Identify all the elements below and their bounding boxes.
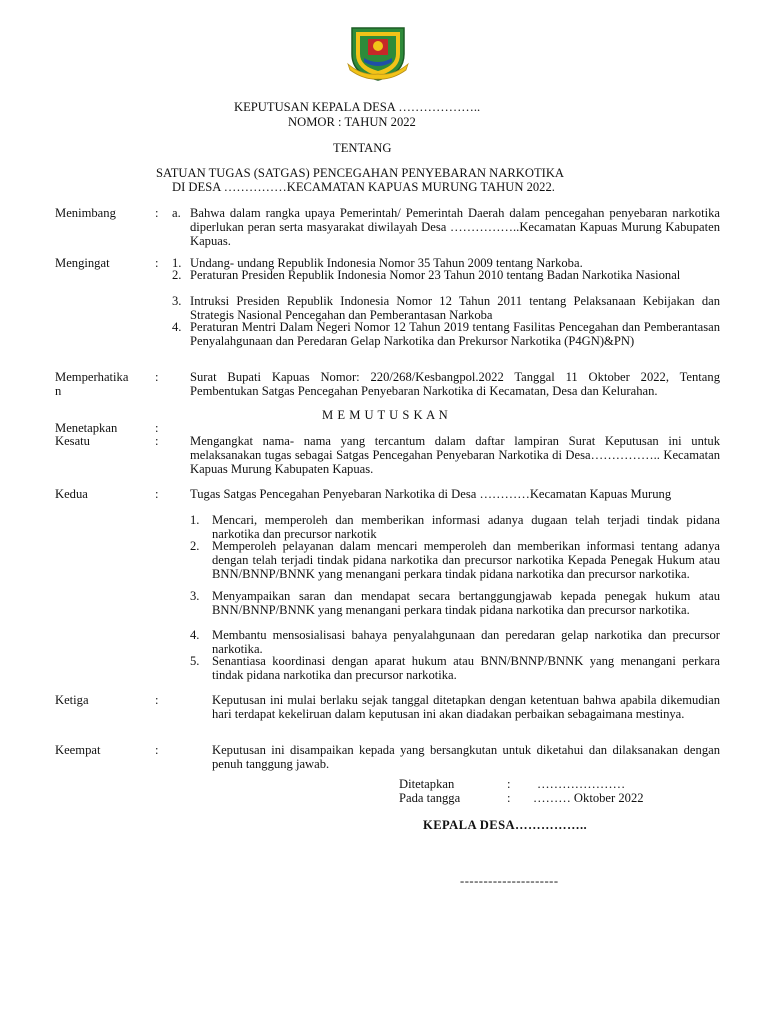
tentang-heading: TENTANG bbox=[333, 141, 392, 155]
regency-emblem-icon bbox=[346, 24, 410, 82]
kedua-label: Kedua bbox=[55, 487, 88, 501]
kedua-num-4: 4. bbox=[190, 628, 200, 642]
ketiga-text: Keputusan ini mulai berlaku sejak tanggal ditetapkan dengan ketentuan bahwa apabila dikemudian hari terdapat kekeliruan dalam keputusan ini akan diadakan perbaikan sebagaimana mestinya. bbox=[212, 693, 720, 721]
pada-tanggal-label: Pada tangga bbox=[399, 791, 461, 805]
decree-title: KEPUTUSAN KEPALA DESA ……………….. bbox=[234, 100, 481, 114]
kedua-item-4: Membantu mensosialisasi bahaya penyalahgunaan dan peredaran gelap narkotika dan precursor narkotika. bbox=[212, 628, 720, 656]
kedua-item-1: Mencari, memperoleh dan memberikan informasi adanya dugaan telah terjadi tindak pidana narkotika dan precursor narkotik bbox=[212, 513, 720, 541]
ketiga-label: Ketiga bbox=[55, 693, 89, 707]
menimbang-text: Bahwa dalam rangka upaya Pemerintah/ Pemerintah Daerah dalam pencegahan penyebaran narkotika diperlukan peran serta masyarakat diwilayah Desa ……………..Kecamatan Kapuas Murung Kabupaten Kapuas. bbox=[190, 206, 720, 248]
kesatu-label: Kesatu bbox=[55, 434, 90, 448]
menetapkan-label: Menetapkan bbox=[55, 421, 118, 435]
kedua-num-2: 2. bbox=[190, 539, 200, 553]
menetapkan-colon: : bbox=[155, 421, 159, 435]
decree-number: NOMOR : TAHUN 2022 bbox=[288, 115, 416, 129]
menimbang-colon: : bbox=[155, 206, 159, 220]
mengingat-item-2: Peraturan Presiden Republik Indonesia Nomor 23 Tahun 2010 tentang Badan Narkotika Nasional bbox=[190, 268, 681, 282]
keempat-text: Keputusan ini disampaikan kepada yang bersangkutan untuk diketahui dan dilaksanakan dengan penuh tanggung jawab. bbox=[212, 743, 720, 771]
ditetapkan-label: Ditetapkan bbox=[399, 777, 455, 791]
mengingat-item-3: Intruksi Presiden Republik Indonesia Nomor 12 Tahun 2011 tentang Pelaksanaan Kebijakan dan Strategis Nasional Pencegahan dan Pemberantasan Narkoba bbox=[190, 294, 720, 322]
mengingat-num-2: 2. bbox=[172, 268, 182, 282]
memperhatikan-label-1: Memperhatika bbox=[55, 370, 129, 384]
memperhatikan-text: Surat Bupati Kapuas Nomor: 220/268/Kesbangpol.2022 Tanggal 11 Oktober 2022, Tentang Pembentukan Satgas Pencegahan Penyebaran Narkotika di Kecamatan, Desa dan Kelurahan. bbox=[190, 370, 720, 398]
kedua-num-5: 5. bbox=[190, 654, 200, 668]
pada-tanggal-colon: : bbox=[507, 791, 511, 805]
subject-line-1: SATUAN TUGAS (SATGAS) PENCEGAHAN PENYEBARAN NARKOTIKA bbox=[156, 166, 565, 180]
menimbang-marker: a. bbox=[172, 206, 181, 220]
mengingat-colon: : bbox=[155, 256, 159, 270]
ditetapkan-colon: : bbox=[507, 777, 511, 791]
kepala-desa-title: KEPALA DESA…………….. bbox=[423, 818, 588, 832]
signature-name-line: --------------------- bbox=[460, 874, 559, 888]
kedua-intro: Tugas Satgas Pencegahan Penyebaran Narkotika di Desa …………Kecamatan Kapuas Murung bbox=[190, 487, 672, 501]
mengingat-num-4: 4. bbox=[172, 320, 182, 334]
kedua-item-3: Menyampaikan saran dan mendapat secara bertanggungjawab kepada penegak hukum atau BNN/BNNP/BNNK yang menangani perkara tindak pidana narkotika dan precursor narkotika. bbox=[212, 589, 720, 617]
kedua-item-2: Memperoleh pelayanan dalam mencari memperoleh dan memberikan informasi tentang adanya dengan telah terjadi tindak pidana narkotika dan precursor narkotika Kepada Penegak Hukum atau BNN/BNNP/BNNK yang menangani perkara tindak pidana narkotika dan precursor narkotika. bbox=[212, 539, 720, 581]
mengingat-item-1: Undang- undang Republik Indonesia Nomor 35 Tahun 2009 tentang Narkoba. bbox=[190, 256, 583, 270]
kesatu-text: Mengangkat nama- nama yang tercantum dalam daftar lampiran Surat Keputusan ini untuk melaksanakan tugas sebagai Satgas Pencegahan Penyebaran Narkotika di Desa…………….. Kecamatan Kapuas Murung Kabupaten Kapuas. bbox=[190, 434, 720, 476]
keempat-colon: : bbox=[155, 743, 159, 757]
memutuskan-heading: M E M U T U S K A N bbox=[322, 408, 449, 422]
kedua-item-5: Senantiasa koordinasi dengan aparat hukum atau BNN/BNNP/BNNK yang menangani perkara tindak pidana narkotika dan precursor narkotika. bbox=[212, 654, 720, 682]
memperhatikan-label-2: n bbox=[55, 384, 62, 398]
ketiga-colon: : bbox=[155, 693, 159, 707]
mengingat-item-4: Peraturan Mentri Dalam Negeri Nomor 12 Tahun 2019 tentang Fasilitas Pencegahan dan Pemberantasan Penyalahgunaan dan Peredaran Gelap Narkotika dan Prekursor Narkotika (P4GN)&PN) bbox=[190, 320, 720, 348]
kedua-colon: : bbox=[155, 487, 159, 501]
mengingat-label: Mengingat bbox=[55, 256, 110, 270]
pada-tanggal-value: ……… Oktober 2022 bbox=[533, 791, 644, 805]
mengingat-num-1: 1. bbox=[172, 256, 182, 270]
memperhatikan-colon: : bbox=[155, 370, 159, 384]
menimbang-label: Menimbang bbox=[55, 206, 116, 220]
kedua-num-3: 3. bbox=[190, 589, 200, 603]
subject-line-2: DI DESA ……………KECAMATAN KAPUAS MURUNG TAHUN 2022. bbox=[172, 180, 555, 194]
mengingat-num-3: 3. bbox=[172, 294, 182, 308]
kedua-num-1: 1. bbox=[190, 513, 200, 527]
keempat-label: Keempat bbox=[55, 743, 101, 757]
kesatu-colon: : bbox=[155, 434, 159, 448]
ditetapkan-value: ………………… bbox=[537, 777, 626, 791]
